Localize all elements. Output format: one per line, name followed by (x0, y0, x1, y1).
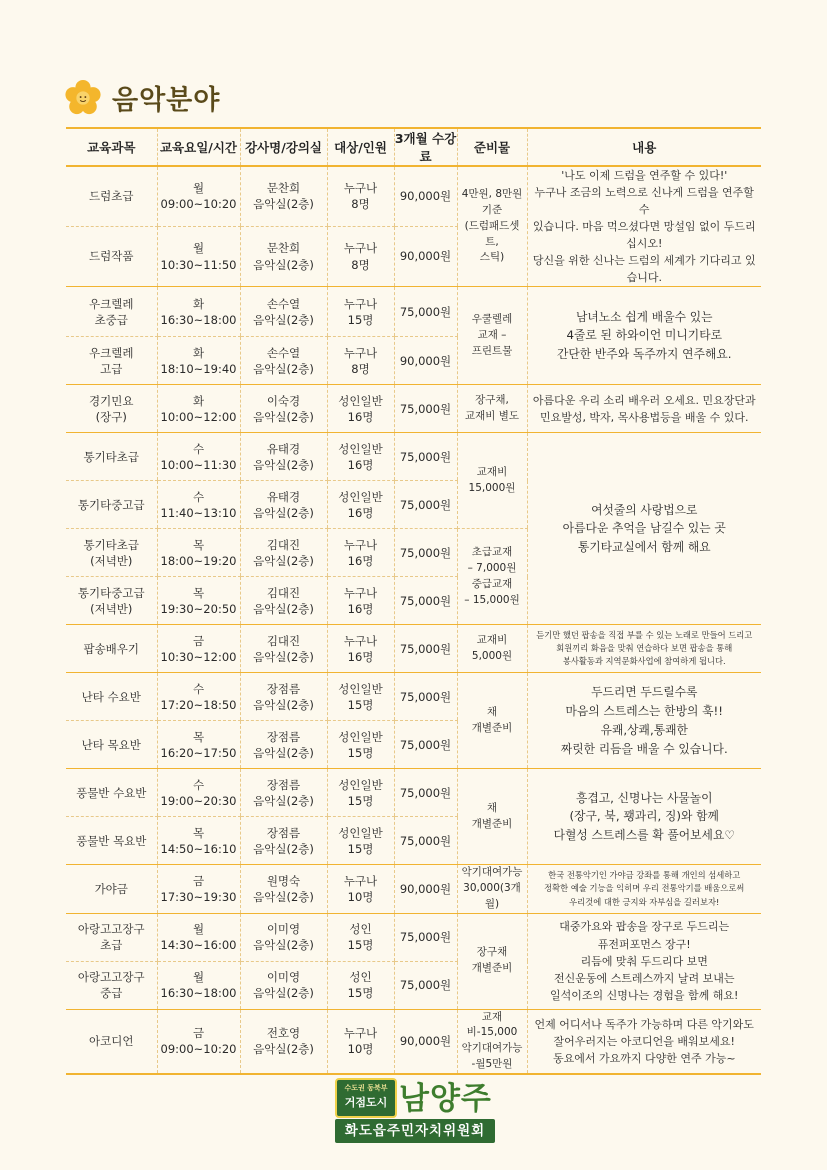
fee-cell: 75,000원 (394, 287, 457, 337)
teacher-cell (240, 166, 327, 226)
materials-cell: 초급교재 – 7,000원 중급교재 – 15,000원 (457, 529, 527, 625)
target-group: 성인일반 (338, 489, 383, 504)
schedule-day: 목 (192, 585, 205, 600)
header-schedule: 교육요일/시간 (157, 128, 240, 166)
capacity: 15명 (347, 697, 374, 712)
schedule-day: 화 (192, 393, 205, 408)
capacity: 16명 (347, 505, 374, 520)
fee-cell: 75,000원 (394, 673, 457, 721)
target-group: 누구나 (343, 537, 378, 552)
materials-cell: 채 개별준비 (457, 769, 527, 865)
target-group: 누구나 (343, 1025, 378, 1040)
target-cell (327, 769, 394, 817)
capacity: 15명 (347, 745, 374, 760)
subject-cell: 통기타초급 (66, 433, 157, 481)
target-cell (327, 337, 394, 385)
schedule-day: 금 (192, 873, 205, 888)
flower-icon (64, 79, 102, 117)
description-cell: 아름다운 우리 소리 배우러 오세요. 민요장단과 민요발성, 박자, 목사용법등을 배울 수 있다. (527, 385, 761, 433)
schedule-day: 수 (192, 777, 205, 792)
fee-cell: 75,000원 (394, 529, 457, 577)
schedule-time: 16:30~18:00 (160, 312, 237, 327)
table-row (66, 865, 761, 913)
subject-cell: 풍물반 목요반 (66, 817, 157, 865)
classroom: 음악실(2층) (253, 457, 314, 472)
schedule-day: 월 (192, 921, 205, 936)
schedule-cell (157, 337, 240, 385)
fee-cell: 75,000원 (394, 481, 457, 529)
subject-cell: 통기타중고급 (저녁반) (66, 577, 157, 625)
teacher-name: 전호영 (266, 1025, 301, 1040)
target-group: 누구나 (343, 873, 378, 888)
schedule-cell (157, 625, 240, 673)
schedule-cell (157, 721, 240, 769)
teacher-name: 문찬희 (266, 241, 301, 256)
classroom: 음악실(2층) (253, 361, 314, 376)
target-group: 성인일반 (338, 777, 383, 792)
teacher-cell (240, 961, 327, 1009)
description-cell: 듣기만 했던 팝송을 직접 부를 수 있는 노래로 만들어 드리고 회원끼리 화음을 맞춰 연습하다 보면 팝송을 통해 봉사활동과 지역문화사업에 참여하게 됩니다. (527, 625, 761, 673)
schedule-cell (157, 433, 240, 481)
schedule-cell (157, 673, 240, 721)
description-cell: 언제 어디서나 독주가 가능하며 다른 악기와도 잘어우러지는 아코디언을 배워보세요! 동요에서 가요까지 다양한 연주 가능~ (527, 1009, 761, 1074)
target-cell (327, 673, 394, 721)
schedule-day: 수 (192, 681, 205, 696)
target-group: 누구나 (343, 296, 378, 311)
teacher-name: 원명숙 (266, 873, 301, 888)
subject-cell: 드럼작품 (66, 226, 157, 286)
table-row (66, 385, 761, 433)
schedule-time: 11:40~13:10 (160, 505, 237, 520)
target-group: 누구나 (343, 585, 378, 600)
fee-cell: 90,000원 (394, 226, 457, 286)
target-cell (327, 721, 394, 769)
materials-cell: 채 개별준비 (457, 673, 527, 769)
schedule-day: 목 (192, 729, 205, 744)
classroom: 음악실(2층) (253, 938, 314, 953)
subject-cell: 통기타중고급 (66, 481, 157, 529)
teacher-cell (240, 673, 327, 721)
materials-cell: 교재비 5,000원 (457, 625, 527, 673)
header-teacher: 강사명/강의실 (240, 128, 327, 166)
capacity: 16명 (347, 553, 374, 568)
materials-cell: 교재비 15,000원 (457, 433, 527, 529)
badge-line1: 수도권 동북부 (344, 1084, 388, 1092)
target-group: 누구나 (343, 181, 378, 196)
capacity: 15명 (347, 986, 374, 1001)
fee-cell: 75,000원 (394, 385, 457, 433)
target-cell (327, 817, 394, 865)
teacher-cell (240, 226, 327, 286)
schedule-time: 09:00~10:20 (160, 197, 237, 212)
subject-cell: 아코디언 (66, 1009, 157, 1074)
schedule-time: 10:30~12:00 (160, 649, 237, 664)
schedule-day: 수 (192, 489, 205, 504)
teacher-cell (240, 481, 327, 529)
schedule-day: 목 (192, 825, 205, 840)
teacher-name: 문찬희 (266, 181, 301, 196)
schedule-cell (157, 226, 240, 286)
schedule-day: 월 (192, 181, 205, 196)
target-cell (327, 1009, 394, 1074)
classroom: 음악실(2층) (253, 1042, 314, 1057)
subject-cell: 드럼초급 (66, 166, 157, 226)
teacher-name: 손수열 (266, 296, 301, 311)
teacher-cell (240, 769, 327, 817)
fee-cell: 75,000원 (394, 961, 457, 1009)
classroom: 음악실(2층) (253, 697, 314, 712)
classroom: 음악실(2층) (253, 312, 314, 327)
teacher-name: 이숙경 (266, 393, 301, 408)
table-row (66, 913, 761, 961)
target-group: 성인일반 (338, 441, 383, 456)
description-cell: 한국 전통악기인 가야금 강좌를 통해 개인의 섬세하고 정확한 예술 기능을 익히며 우리 전통악기를 배움으로써 우리것에 대한 긍지와 자부심을 길러보자! (527, 865, 761, 913)
target-cell (327, 385, 394, 433)
classroom: 음악실(2층) (253, 505, 314, 520)
schedule-cell (157, 1009, 240, 1074)
target-group: 성인일반 (338, 393, 383, 408)
classroom: 음악실(2층) (253, 889, 314, 904)
capacity: 15명 (347, 938, 374, 953)
teacher-name: 이미영 (266, 969, 301, 984)
capacity: 15명 (347, 793, 374, 808)
capacity: 16명 (347, 457, 374, 472)
table-row (66, 166, 761, 226)
classroom: 음악실(2층) (253, 197, 314, 212)
teacher-name: 유태경 (266, 489, 301, 504)
schedule-day: 화 (192, 296, 205, 311)
materials-cell: 악기대여가능 30,000(3개월) (457, 865, 527, 913)
target-group: 성인 (349, 921, 372, 936)
teacher-cell (240, 865, 327, 913)
schedule-cell (157, 817, 240, 865)
subject-cell: 우크렐레 초중급 (66, 287, 157, 337)
classroom: 음악실(2층) (253, 793, 314, 808)
schedule-time: 10:30~11:50 (160, 257, 237, 272)
table-header-row (66, 128, 761, 166)
schedule-day: 목 (192, 537, 205, 552)
schedule-time: 19:00~20:30 (160, 793, 237, 808)
schedule-cell (157, 481, 240, 529)
fee-cell: 75,000원 (394, 913, 457, 961)
target-group: 성인일반 (338, 729, 383, 744)
teacher-cell (240, 337, 327, 385)
subject-cell: 통기타초급 (저녁반) (66, 529, 157, 577)
subject-cell: 팝송배우기 (66, 625, 157, 673)
schedule-cell (157, 913, 240, 961)
teacher-cell (240, 913, 327, 961)
fee-cell: 75,000원 (394, 625, 457, 673)
capacity: 15명 (347, 841, 374, 856)
classroom: 음악실(2층) (253, 409, 314, 424)
target-group: 누구나 (343, 633, 378, 648)
subject-cell: 풍물반 수요반 (66, 769, 157, 817)
capacity: 15명 (347, 312, 374, 327)
schedule-day: 월 (192, 241, 205, 256)
fee-cell: 75,000원 (394, 577, 457, 625)
classroom: 음악실(2층) (253, 553, 314, 568)
subject-cell: 아랑고고장구 중급 (66, 961, 157, 1009)
schedule-time: 18:00~19:20 (160, 553, 237, 568)
teacher-cell (240, 1009, 327, 1074)
schedule-day: 화 (192, 345, 205, 360)
header-fee: 3개월 수강료 (394, 128, 457, 166)
teacher-name: 김대진 (266, 537, 301, 552)
brand-name: 남양주 (399, 1081, 492, 1117)
table-row (66, 769, 761, 817)
teacher-name: 유태경 (266, 441, 301, 456)
description-cell: 남녀노소 쉽게 배울수 있는 4줄로 된 하와이언 미니기타로 간단한 반주와 독주까지 연주해요. (527, 287, 761, 385)
table-row (66, 433, 761, 481)
teacher-cell (240, 817, 327, 865)
teacher-name: 장점름 (266, 777, 301, 792)
capacity: 16명 (347, 601, 374, 616)
subject-cell: 우크렐레 고급 (66, 337, 157, 385)
teacher-name: 장점름 (266, 729, 301, 744)
header-description: 내용 (527, 128, 761, 166)
fee-cell: 90,000원 (394, 337, 457, 385)
target-cell (327, 961, 394, 1009)
fee-cell: 90,000원 (394, 1009, 457, 1074)
subject-cell: 경기민요 (장구) (66, 385, 157, 433)
schedule-time: 17:30~19:30 (160, 889, 237, 904)
schedule-time: 18:10~19:40 (160, 361, 237, 376)
schedule-time: 19:30~20:50 (160, 601, 237, 616)
capacity: 10명 (347, 889, 374, 904)
fee-cell: 90,000원 (394, 166, 457, 226)
target-cell (327, 481, 394, 529)
schedule-cell (157, 166, 240, 226)
schedule-day: 금 (192, 633, 205, 648)
table-row (66, 1009, 761, 1074)
teacher-name: 장점름 (266, 825, 301, 840)
schedule-time: 14:30~16:00 (160, 938, 237, 953)
schedule-cell (157, 865, 240, 913)
teacher-name: 김대진 (266, 633, 301, 648)
header-materials: 준비물 (457, 128, 527, 166)
schedule-cell (157, 961, 240, 1009)
capacity: 8명 (351, 257, 370, 272)
target-cell (327, 529, 394, 577)
target-cell (327, 625, 394, 673)
subject-cell: 아랑고고장구 초급 (66, 913, 157, 961)
schedule-time: 14:50~16:10 (160, 841, 237, 856)
target-cell (327, 166, 394, 226)
schedule-day: 금 (192, 1025, 205, 1040)
fee-cell: 75,000원 (394, 817, 457, 865)
table-row (66, 287, 761, 337)
header-subject: 교육과목 (66, 128, 157, 166)
fee-cell: 90,000원 (394, 865, 457, 913)
teacher-cell (240, 625, 327, 673)
classroom: 음악실(2층) (253, 257, 314, 272)
target-group: 성인일반 (338, 681, 383, 696)
classroom: 음악실(2층) (253, 986, 314, 1001)
description-cell: 대중가요와 팝송을 장구로 두드리는 퓨전퍼포먼스 장구! 리듬에 맞춰 두드리다 보면 전신운동에 스트레스까지 날려 보내는 일석이조의 신명나는 경험을 함께 해요! (527, 913, 761, 1009)
materials-cell: 장구채, 교재비 별도 (457, 385, 527, 433)
target-cell (327, 913, 394, 961)
classroom: 음악실(2층) (253, 841, 314, 856)
schedule-day: 월 (192, 969, 205, 984)
capacity: 8명 (351, 361, 370, 376)
badge-line2: 거점도시 (344, 1096, 388, 1109)
header-target: 대상/인원 (327, 128, 394, 166)
description-cell: 여섯줄의 사랑법으로 아름다운 추억을 남길수 있는 곳 통기타교실에서 함께 해요 (527, 433, 761, 625)
fee-cell: 75,000원 (394, 721, 457, 769)
schedule-cell (157, 577, 240, 625)
description-cell: 흥겹고, 신명나는 사물놀이 (장구, 북, 꽹과리, 징)와 함께 다혈성 스트레스를 확 풀어보세요♡ (527, 769, 761, 865)
subject-cell: 가야금 (66, 865, 157, 913)
schedule-time: 16:30~18:00 (160, 986, 237, 1001)
target-group: 성인일반 (338, 825, 383, 840)
teacher-cell (240, 287, 327, 337)
footer-logo (335, 1073, 495, 1145)
teacher-cell (240, 385, 327, 433)
capacity: 16명 (347, 409, 374, 424)
target-cell (327, 865, 394, 913)
classroom: 음악실(2층) (253, 601, 314, 616)
materials-cell: 우쿨렐레 교재 – 프린트물 (457, 287, 527, 385)
materials-cell: 4만원, 8만원 기준 (드럼패드셋트, 스틱) (457, 166, 527, 287)
subject-cell: 난타 목요반 (66, 721, 157, 769)
teacher-cell (240, 577, 327, 625)
target-group: 성인 (349, 969, 372, 984)
council-name: 화도읍주민자치위원회 (335, 1119, 495, 1143)
city-badge (335, 1078, 397, 1118)
page-title: 음악분야 (112, 85, 221, 116)
materials-cell: 교재비-15,000 악기대여가능 -월5만원 (457, 1009, 527, 1074)
course-table (66, 127, 761, 1075)
schedule-time: 10:00~12:00 (160, 409, 237, 424)
subject-cell: 난타 수요반 (66, 673, 157, 721)
table-row (66, 673, 761, 721)
target-cell (327, 287, 394, 337)
teacher-name: 이미영 (266, 921, 301, 936)
schedule-time: 09:00~10:20 (160, 1042, 237, 1057)
schedule-cell (157, 385, 240, 433)
schedule-time: 16:20~17:50 (160, 745, 237, 760)
schedule-time: 17:20~18:50 (160, 697, 237, 712)
teacher-name: 장점름 (266, 681, 301, 696)
schedule-cell (157, 287, 240, 337)
classroom: 음악실(2층) (253, 745, 314, 760)
teacher-cell (240, 721, 327, 769)
description-cell: 두드리면 두드릴수록 마음의 스트레스는 한방의 훅!! 유쾌,상쾌,통쾌한 짜릿한 리듬을 배울 수 있습니다. (527, 673, 761, 769)
teacher-cell (240, 529, 327, 577)
target-group: 누구나 (343, 345, 378, 360)
classroom: 음악실(2층) (253, 649, 314, 664)
target-group: 누구나 (343, 241, 378, 256)
schedule-cell (157, 769, 240, 817)
schedule-cell (157, 529, 240, 577)
capacity: 8명 (351, 197, 370, 212)
capacity: 16명 (347, 649, 374, 664)
target-cell (327, 226, 394, 286)
fee-cell: 75,000원 (394, 769, 457, 817)
schedule-day: 수 (192, 441, 205, 456)
teacher-name: 김대진 (266, 585, 301, 600)
target-cell (327, 577, 394, 625)
target-cell (327, 433, 394, 481)
fee-cell: 75,000원 (394, 433, 457, 481)
table-row (66, 625, 761, 673)
schedule-time: 10:00~11:30 (160, 457, 237, 472)
teacher-cell (240, 433, 327, 481)
section-header (64, 78, 220, 117)
teacher-name: 손수열 (266, 345, 301, 360)
description-cell: '나도 이제 드럼을 연주할 수 있다!' 누구나 조금의 노력으로 신나게 드럼을 연주할 수 있습니다. 마음 먹으셨다면 망설임 없이 두드리십시오! 당신을 위한 신나는 드럼의 세계가 기다리고 있습니다. (527, 166, 761, 287)
materials-cell: 장구채 개별준비 (457, 913, 527, 1009)
capacity: 10명 (347, 1042, 374, 1057)
